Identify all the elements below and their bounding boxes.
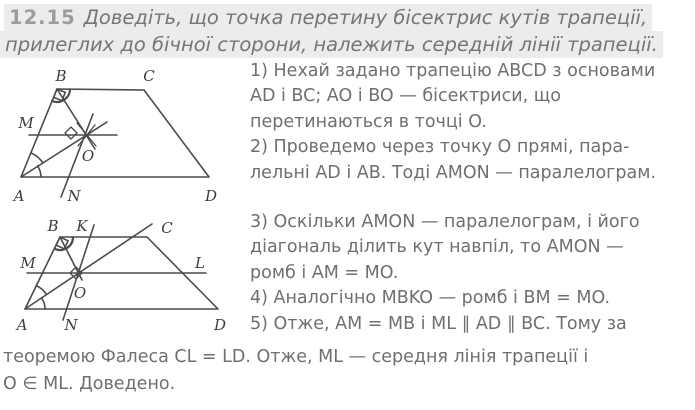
fig2-label-N: N: [64, 316, 78, 334]
solution-line: AD і BC; AO і BO — бісектриси, що: [250, 86, 561, 107]
fig2-angle-arc-a-lower: [42, 298, 45, 309]
fig1-right-angle-mark-o: [65, 127, 77, 139]
statement-text-1: Доведіть, що точка перетину бісектрис кутів трапеції,: [83, 6, 648, 29]
fig1-label-M: M: [18, 114, 34, 132]
solution-line: 2) Проведемо через точку O прямі, пара-: [250, 137, 630, 158]
solution-line: O ∈ ML. Доведено.: [3, 373, 176, 394]
fig1-label-C: C: [143, 67, 155, 85]
fig2-angle-arc-a-upper: [36, 286, 47, 295]
solution-line: перетинаються в точці O.: [250, 111, 487, 132]
solution-line: теоремою Фалеса CL = LD. Отже, ML — середня лінія трапеції і: [3, 347, 589, 367]
figure2-trapezoid-diagram: [0, 212, 250, 343]
fig1-label-N: N: [67, 187, 81, 205]
problem-number: 12.15: [9, 6, 76, 29]
solution-line: ромб і AM = MO.: [250, 262, 399, 283]
fig2-label-B: B: [47, 217, 59, 235]
solution-conclusion: [3, 344, 695, 397]
statement-text-2: прилеглих до бічної сторони, належить середній лінії трапеції.: [5, 33, 658, 56]
fig1-label-A: A: [13, 187, 25, 205]
figure1-trapezoid-diagram: [0, 60, 250, 210]
fig2-label-L: L: [195, 254, 205, 272]
solution-line: 1) Нехай задано трапецію ABCD з основами: [250, 61, 656, 81]
fig1-label-D: D: [204, 187, 218, 205]
fig2-label-A: A: [16, 316, 28, 334]
statement-line-1: [4, 4, 652, 31]
fig2-label-K: K: [76, 217, 88, 235]
solution-line: 3) Оскільки AMON — паралелограм, і його: [250, 212, 640, 232]
fig2-label-D: D: [213, 316, 227, 334]
fig2-label-C: C: [161, 219, 173, 237]
fig2-label-M: M: [20, 254, 36, 272]
fig1-angle-arc-a-lower: [38, 166, 41, 177]
statement-line-2: [0, 31, 663, 58]
solution-line: 5) Отже, AM = MB і ML ∥ AD ∥ BC. Тому за: [250, 313, 627, 334]
solution-steps-1-2: [250, 59, 695, 186]
fig1-trapezoid-outline: [21, 89, 209, 177]
solution-line: діагональ ділить кут навпіл, то AMON —: [250, 237, 624, 258]
fig2-label-O: O: [73, 284, 87, 302]
solution-line: 4) Аналогічно MBKO — ромб і BM = MO.: [250, 288, 611, 309]
fig1-vertex-labels: [12, 67, 217, 205]
fig1-label-O: O: [81, 147, 95, 165]
fig1-angle-arc-a-upper: [31, 153, 43, 163]
solution-line: лельні AD і AB. Тоді AMON — паралелограм.: [250, 162, 656, 183]
fig1-label-B: B: [55, 67, 67, 85]
fig2-vertex-labels: [15, 217, 226, 334]
solution-steps-3-5: [250, 210, 695, 337]
